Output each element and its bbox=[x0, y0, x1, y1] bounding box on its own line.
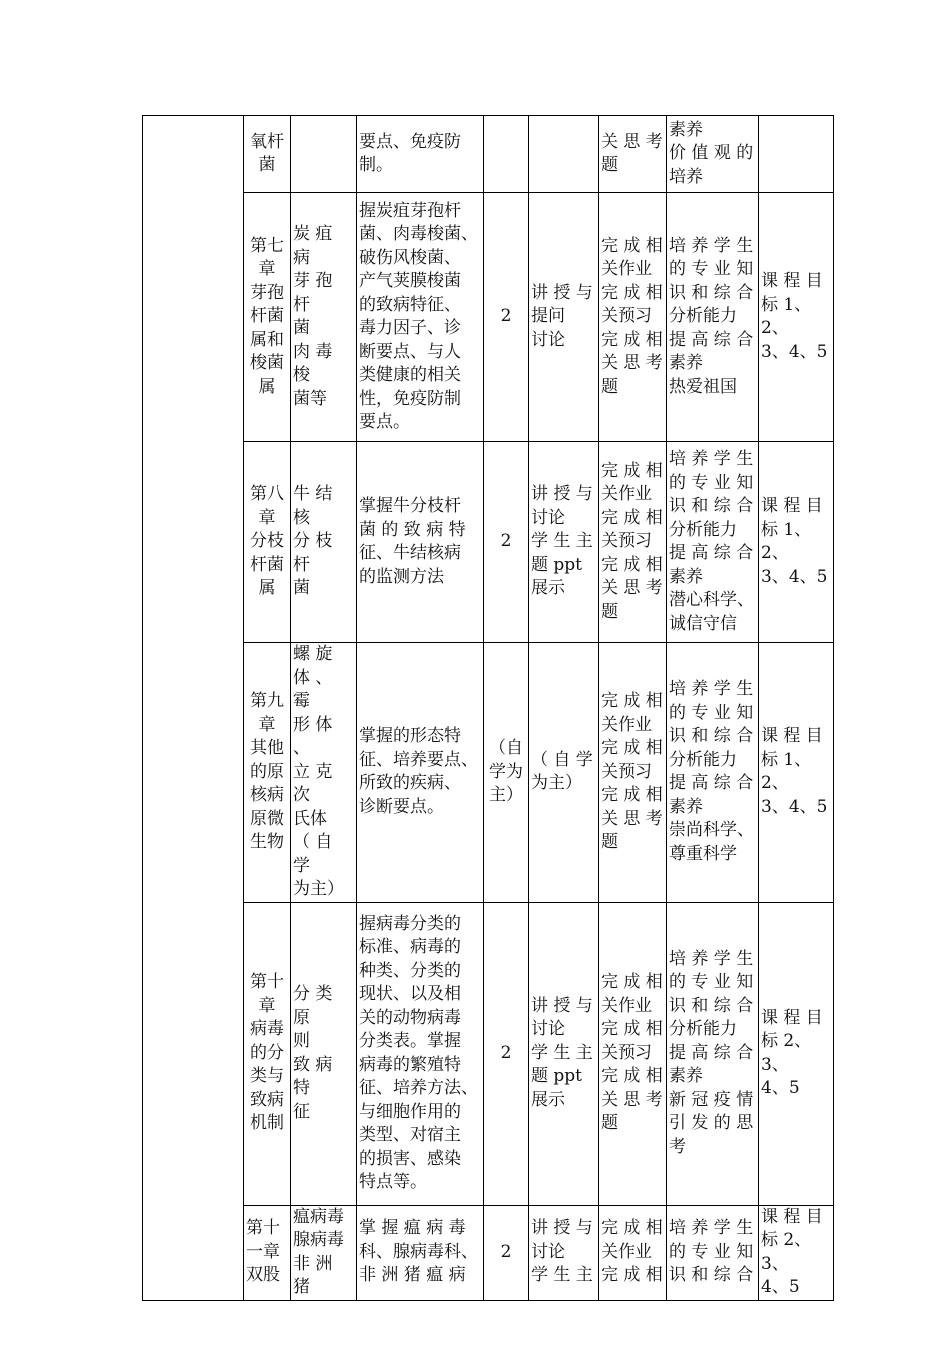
course-schedule-table bbox=[142, 115, 834, 1301]
method-cell: 讲 授 与 讨论 学 生 主 bbox=[529, 1205, 599, 1300]
content-cell: 牛 结 核 分 枝 杆 菌 bbox=[291, 442, 357, 643]
content-cell: 螺 旋 体 、 霉 形 体 、 立 克 次 氏体 （ 自 学 为主） bbox=[291, 643, 357, 903]
objective-cell bbox=[759, 116, 834, 193]
chapter-cell: 第九 章 其他 的原 核病 原微 生物 bbox=[244, 643, 291, 903]
content-cell bbox=[291, 116, 357, 193]
requirement-cell: 要点、免疫防 制。 bbox=[357, 116, 484, 193]
chapter-cell: 第十 章 病毒 的分 类与 致病 机制 bbox=[244, 902, 291, 1205]
method-cell: （ 自 学 为主） bbox=[529, 643, 599, 903]
method-cell: 讲 授 与 提问 讨论 bbox=[529, 193, 599, 442]
assignment-cell: 完 成 相 关作业 完 成 相 关预习 完 成 相 关 思 考 题 bbox=[599, 193, 667, 442]
chapter-cell: 第七 章 芽孢 杆菌 属和 梭菌 属 bbox=[244, 193, 291, 442]
requirement-cell: 握炭疽芽孢杆 菌、肉毒梭菌、 破伤风梭菌、 产气荚膜梭菌 的致病特征、 毒力因子、诊 断要点、与人 类健康的相关 性，免疫防制 要点。 bbox=[357, 193, 484, 442]
chapter-cell: 第十 一章 双股 bbox=[244, 1205, 291, 1300]
assignment-cell: 完 成 相 关作业 完 成 相 关预习 完 成 相 关 思 考 题 bbox=[599, 442, 667, 643]
assignment-cell: 完 成 相 关作业 完 成 相 关预习 完 成 相 关 思 考 题 bbox=[599, 643, 667, 903]
table-row bbox=[143, 442, 834, 643]
hours-cell: 2 bbox=[484, 442, 529, 643]
objective-cell: 课 程 目 标 1、2、 3、4、5 bbox=[759, 442, 834, 643]
hours-cell: 2 bbox=[484, 902, 529, 1205]
hours-cell: （自 学为 主） bbox=[484, 643, 529, 903]
chapter-cell: 第八 章 分枝 杆菌 属 bbox=[244, 442, 291, 643]
requirement-cell: 握病毒分类的 标准、病毒的 种类、分类的 现状、以及相 关的动物病毒 分类表。掌握 病毒的繁殖特 征、培养方法、 与细胞作用的 类型、对宿主 的损害、感染 特点等。 bbox=[357, 902, 484, 1205]
table-row bbox=[143, 193, 834, 442]
chapter-cell: 氧杆 菌 bbox=[244, 116, 291, 193]
assignment-cell: 完 成 相 关作业 完 成 相 bbox=[599, 1205, 667, 1300]
requirement-cell: 掌握牛分枝杆 菌 的 致 病 特 征、牛结核病 的监测方法 bbox=[357, 442, 484, 643]
objective-cell: 课 程 目 标 1、2、 3、4、5 bbox=[759, 643, 834, 903]
assignment-cell: 完 成 相 关作业 完 成 相 关预习 完 成 相 关 思 考 题 bbox=[599, 902, 667, 1205]
objective-cell: 课 程 目 标 2、3、 4、5 bbox=[759, 902, 834, 1205]
requirement-cell: 掌 握 瘟 病 毒 科、腺病毒科、 非 洲 猪 瘟 病 bbox=[357, 1205, 484, 1300]
hours-cell: 2 bbox=[484, 1205, 529, 1300]
table-row bbox=[143, 1205, 834, 1300]
ideology-cell: 培 养 学 生 的 专 业 知 识 和 综 合 分析能力 提 高 综 合 素养 潜心科学、 诚信守信 bbox=[667, 442, 759, 643]
assignment-cell: 关 思 考 题 bbox=[599, 116, 667, 193]
objective-cell: 课 程 目 标 1、2、 3、4、5 bbox=[759, 193, 834, 442]
table-row bbox=[143, 902, 834, 1205]
table-row bbox=[143, 116, 834, 193]
ideology-cell: 培 养 学 生 的 专 业 知 识 和 综 合 分析能力 提 高 综 合 素养 热爱祖国 bbox=[667, 193, 759, 442]
method-cell: 讲 授 与 讨论 学 生 主 题 ppt 展示 bbox=[529, 442, 599, 643]
content-cell: 瘟病毒 腺病毒 非 洲 猪 bbox=[291, 1205, 357, 1300]
hours-cell bbox=[484, 116, 529, 193]
requirement-cell: 掌握的形态特 征、培养要点、 所致的疾病、 诊断要点。 bbox=[357, 643, 484, 903]
left-merged-column bbox=[143, 116, 244, 1301]
ideology-cell: 培 养 学 生 的 专 业 知 识 和 综 合 分析能力 提 高 综 合 素养 新 冠 疫 情 引 发 的 思 考 bbox=[667, 902, 759, 1205]
method-cell bbox=[529, 116, 599, 193]
objective-cell: 课 程 目 标 2、3、 4、5 bbox=[759, 1205, 834, 1300]
ideology-cell: 素养 价 值 观 的 培养 bbox=[667, 116, 759, 193]
table-row bbox=[143, 643, 834, 903]
ideology-cell: 培 养 学 生 的 专 业 知 识 和 综 合 分析能力 提 高 综 合 素养 崇尚科学、 尊重科学 bbox=[667, 643, 759, 903]
content-cell: 炭 疽 病 芽 孢 杆 菌 肉 毒 梭 菌等 bbox=[291, 193, 357, 442]
ideology-cell: 培 养 学 生 的 专 业 知 识 和 综 合 bbox=[667, 1205, 759, 1300]
method-cell: 讲 授 与 讨论 学 生 主 题 ppt 展示 bbox=[529, 902, 599, 1205]
content-cell: 分 类 原 则 致 病 特 征 bbox=[291, 902, 357, 1205]
hours-cell: 2 bbox=[484, 193, 529, 442]
